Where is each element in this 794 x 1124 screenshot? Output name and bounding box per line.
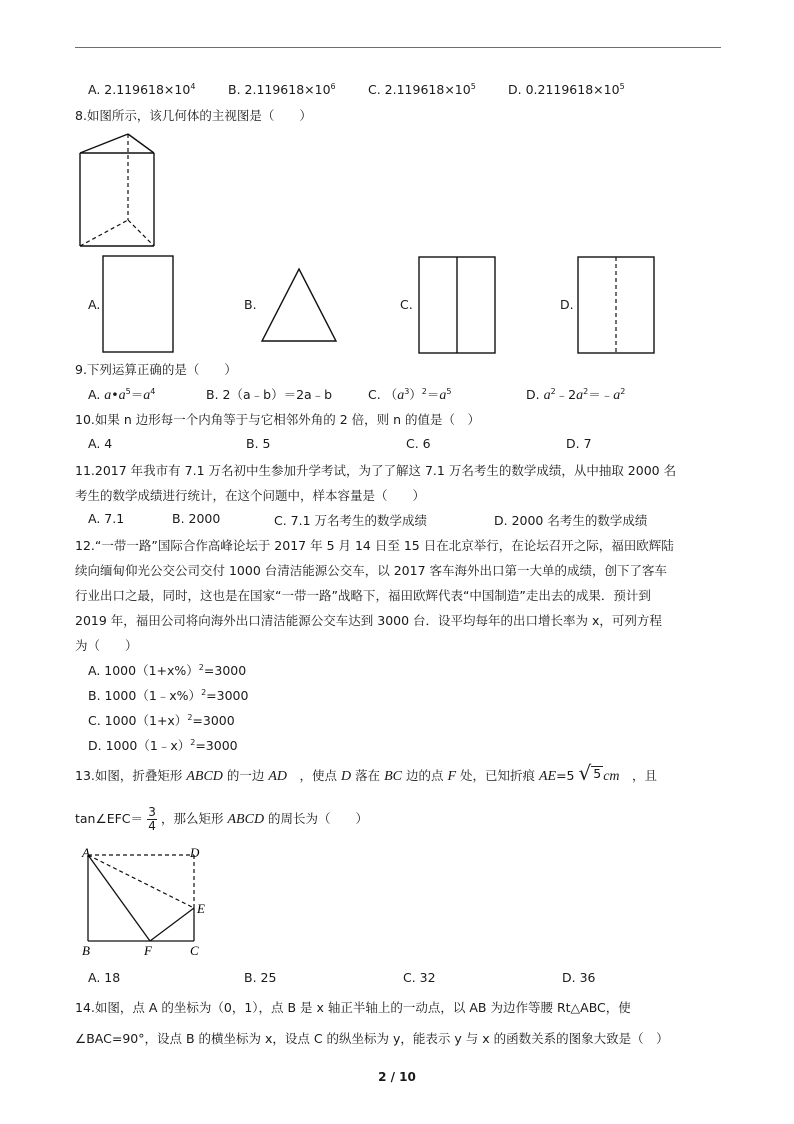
q11-option-b[interactable]: B. 2000 — [172, 511, 221, 526]
q13-d: D — [341, 769, 352, 784]
q10-option-b[interactable]: B. 5 — [246, 436, 271, 451]
q9-d-pre: D. — [526, 387, 544, 402]
q9-a-dot: • — [111, 387, 119, 402]
q12-d-exp: 2 — [190, 738, 196, 747]
q8-option-c-label[interactable]: C. — [400, 297, 413, 312]
q8-option-a-figure[interactable] — [102, 255, 174, 353]
q12-stem-line5: 为（ ） — [75, 638, 138, 653]
q11-stem-line1: 11.2017 年我市有 7.1 万名初中生参加升学考试，为了了解这 7.1 万名考生的数学成绩，从中抽取 2000 名 — [75, 463, 677, 478]
q8-option-a-label[interactable]: A. — [88, 297, 101, 312]
q9-d-eq: ＝﹣ — [588, 387, 614, 402]
q12-option-a[interactable] — [88, 661, 246, 679]
q13-label-f: F — [144, 943, 152, 958]
q12-c-pre: C. 1000（1+x） — [88, 713, 188, 728]
q13-label-e: E — [197, 901, 205, 916]
q9-option-a[interactable] — [88, 385, 155, 404]
q9-a-var3: a — [143, 388, 151, 403]
q9-a-exp2: 5 — [125, 387, 131, 396]
q9-option-b[interactable]: B. 2（a﹣b）＝2a﹣b — [206, 387, 333, 402]
q12-option-b[interactable] — [88, 686, 248, 704]
q12-stem-line1: 12.“一带一路”国际合作高峰论坛于 2017 年 5 月 14 日至 15 日在北京举行，在论坛召开之际，福田欧辉陆 — [75, 538, 674, 553]
q14-stem-line1: 14.如图，点 A 的坐标为（0，1），点 B 是 x 轴正半轴上的一动点，以 AB 为边作等腰 Rt△ABC，使 — [75, 1000, 631, 1015]
q9-d-mid: ﹣2 — [555, 387, 577, 402]
q9-c-mid: ） — [409, 387, 422, 402]
q12-b-pre: B. 1000（1﹣x%） — [88, 688, 202, 703]
q13-abcd2: ABCD — [227, 812, 265, 827]
q9-option-c[interactable] — [368, 385, 452, 404]
q9-c-eq: ＝ — [426, 387, 440, 402]
q10-option-d[interactable]: D. 7 — [566, 436, 592, 451]
header-rule — [75, 47, 721, 48]
q9-c-pre: C. （ — [368, 387, 398, 402]
q10-stem: 10.如果 n 边形每一个内角等于与它相邻外角的 2 倍，则 n 的值是（ ） — [75, 412, 481, 427]
q9-c-exp2: 2 — [421, 387, 427, 396]
q13-t7: =5 — [556, 768, 579, 783]
q12-d-post: =3000 — [195, 738, 238, 753]
q7-option-a-exp: 4 — [190, 82, 196, 91]
q12-a-exp: 2 — [198, 663, 204, 672]
q7-option-d[interactable] — [508, 82, 625, 97]
q8-option-d-label[interactable]: D. — [560, 297, 574, 312]
q13-label-d: D — [190, 845, 200, 860]
q12-a-post: =3000 — [203, 663, 247, 678]
q7-option-c-exp: 5 — [470, 82, 476, 91]
q9-a-var2: a — [118, 388, 126, 403]
q13-option-a[interactable]: A. 18 — [88, 970, 121, 985]
q13-ad: AD — [268, 769, 288, 784]
q13-fraction — [147, 806, 157, 833]
q9-d-var3: a — [613, 388, 621, 403]
q7-option-b-exp: 6 — [330, 82, 336, 91]
q12-option-c[interactable] — [88, 711, 235, 729]
q9-a-var1: a — [104, 388, 112, 403]
q13-tan: tan∠EFC＝ — [75, 811, 144, 826]
q9-stem: 9.下列运算正确的是（ ） — [75, 362, 237, 377]
q13-rectangle-figure — [74, 840, 214, 962]
q11-option-d[interactable]: D. 2000 名考生的数学成绩 — [494, 513, 648, 528]
q12-b-exp: 2 — [201, 688, 207, 697]
q13-label-c: C — [190, 943, 199, 958]
page-number: 2 / 10 — [378, 1070, 416, 1084]
q9-c-var: a — [397, 388, 405, 403]
q8-stem: 8.如图所示，该几何体的主视图是（ ） — [75, 108, 312, 123]
q9-c-exp1: 3 — [404, 387, 410, 396]
sqrt-symbol: √ 5 — [578, 761, 602, 785]
q7-option-c[interactable] — [368, 82, 476, 97]
q13-radicand: 5 — [593, 765, 602, 781]
q13-t3: ，使点 — [287, 768, 342, 783]
q13-t10: 的周长为（ ） — [264, 811, 369, 826]
q9-d-exp2: 2 — [583, 387, 589, 396]
q13-numerator: 3 — [148, 805, 156, 819]
q11-stem-line2: 考生的数学成绩进行统计，在这个问题中，样本容量是（ ） — [75, 488, 426, 503]
q7-option-d-text: D. 0.2119618×10 — [508, 82, 620, 97]
q13-option-c[interactable]: C. 32 — [403, 970, 436, 985]
q13-unit: cm — [603, 769, 620, 784]
q12-d-pre: D. 1000（1﹣x） — [88, 738, 191, 753]
q12-stem-line3: 行业出口之最，同时，这也是在国家“一带一路”战略下，福田欧辉代表“中国制造”走出去的成果．预计到 — [75, 588, 651, 603]
q13-option-b[interactable]: B. 25 — [244, 970, 277, 985]
q13-t2: 的一边 — [222, 768, 269, 783]
q14-stem-line2: ∠BAC=90°，设点 B 的横坐标为 x，设点 C 的纵坐标为 y，能表示 y 与 x 的函数关系的图象大致是（ ） — [75, 1031, 669, 1046]
q13-stem-line1 — [75, 761, 658, 785]
q8-prism-figure — [74, 128, 164, 252]
q13-f: F — [447, 769, 457, 784]
q9-c-var2: a — [439, 388, 447, 403]
q12-c-exp: 2 — [187, 713, 193, 722]
q13-t5: 边的点 — [402, 768, 448, 783]
q7-option-c-text: C. 2.119618×10 — [368, 82, 471, 97]
q13-t8: ，且 — [619, 768, 658, 783]
q13-label-b: B — [82, 943, 90, 958]
q10-option-a[interactable]: A. 4 — [88, 436, 113, 451]
q10-option-c[interactable]: C. 6 — [406, 436, 431, 451]
q7-option-d-exp: 5 — [619, 82, 625, 91]
q9-d-exp1: 2 — [550, 387, 556, 396]
q13-abcd: ABCD — [186, 769, 223, 784]
q12-stem-line2: 续向缅甸仰光公交公司交付 1000 台清洁能源公交车，以 2017 客车海外出口第一大单的成绩，创下了客车 — [75, 563, 668, 578]
q9-option-d[interactable] — [526, 385, 625, 404]
q7-option-a[interactable] — [88, 82, 195, 97]
q13-t6: 处，已知折痕 — [456, 768, 539, 783]
q8-option-d-figure[interactable] — [577, 256, 655, 354]
q13-t4: 落在 — [351, 768, 385, 783]
q13-t1: 13.如图，折叠矩形 — [75, 768, 187, 783]
q9-d-var1: a — [543, 388, 551, 403]
q9-a-eq: ＝ — [130, 387, 144, 402]
q13-option-d[interactable]: D. 36 — [562, 970, 596, 985]
q12-a-pre: A. 1000（1+x%） — [88, 663, 199, 678]
q13-denominator: 4 — [148, 819, 156, 833]
q11-option-a[interactable]: A. 7.1 — [88, 511, 125, 526]
q9-d-exp3: 2 — [620, 387, 626, 396]
q13-t9: ，那么矩形 — [161, 811, 228, 826]
q9-a-exp3: 4 — [150, 387, 156, 396]
q8-option-b-figure[interactable] — [260, 267, 338, 343]
q9-c-exp3: 5 — [446, 387, 452, 396]
q11-option-c[interactable]: C. 7.1 万名考生的数学成绩 — [274, 513, 428, 528]
q7-option-a-text: A. 2.119618×10 — [88, 82, 191, 97]
q8-option-b-label[interactable]: B. — [244, 297, 257, 312]
q12-option-d[interactable] — [88, 736, 238, 754]
q13-label-a: A — [82, 845, 90, 860]
q13-bc: BC — [384, 769, 402, 784]
q7-option-b[interactable] — [228, 82, 336, 97]
q12-stem-line4: 2019 年，福田公司将向海外出口清洁能源公交车达到 3000 台．设平均每年的出口增长率为 x，可列方程 — [75, 613, 662, 628]
q9-d-var2: a — [576, 388, 584, 403]
q7-option-b-text: B. 2.119618×10 — [228, 82, 331, 97]
q8-option-c-figure[interactable] — [418, 256, 496, 354]
q9-a-pre: A. — [88, 387, 105, 402]
q13-ae: AE — [538, 769, 557, 784]
q12-c-post: =3000 — [192, 713, 235, 728]
q13-stem-line2 — [75, 806, 368, 833]
q12-b-post: =3000 — [206, 688, 249, 703]
